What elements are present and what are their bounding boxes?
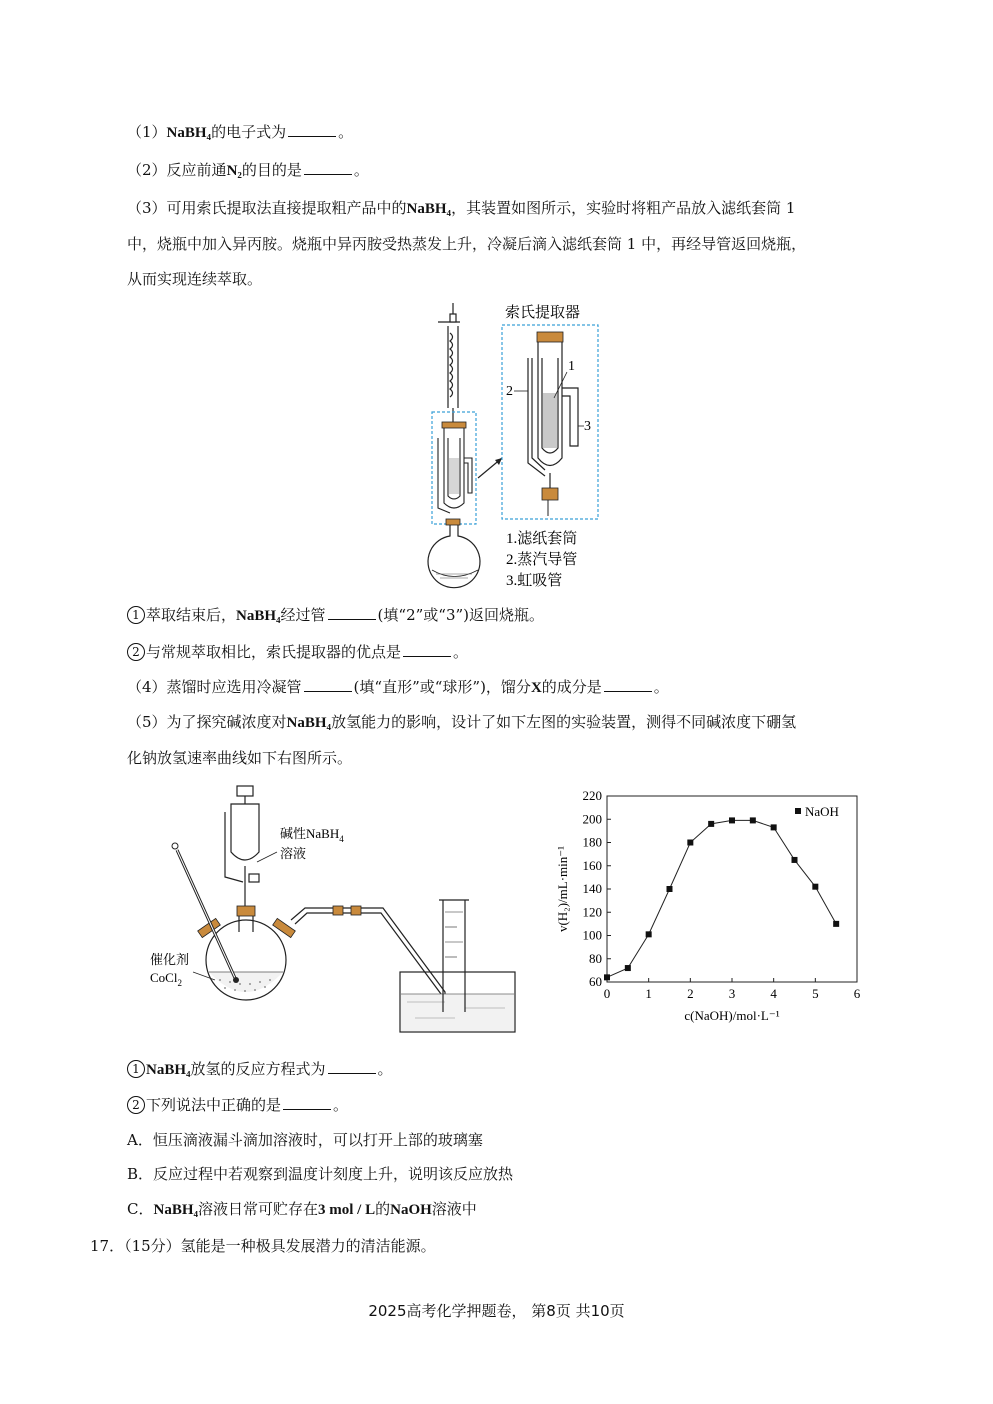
label-3: 3 xyxy=(584,419,591,434)
data-point xyxy=(667,886,673,892)
page-footer: 2025高考化学押题卷， 第8页 共10页 xyxy=(368,1302,625,1320)
y-tick-label: 80 xyxy=(589,950,602,966)
y-axis-label: v(H₂)/mL·min⁻¹ xyxy=(555,845,570,933)
catalyst-label-2: CoCl$_2$ xyxy=(150,970,182,988)
y-tick-label: 180 xyxy=(582,834,602,850)
option-b[interactable]: B．反应过程中若观察到温度计刻度上升，说明该反应放热 xyxy=(127,1165,514,1183)
option-a[interactable]: A．恒压滴液漏斗滴加溶液时，可以打开上部的玻璃塞 xyxy=(127,1131,483,1149)
x-tick-label: 0 xyxy=(603,986,611,1001)
answer-blank[interactable] xyxy=(403,642,451,657)
y-tick-label: 100 xyxy=(582,927,602,943)
catalyst-label-1: 催化剂 xyxy=(150,952,190,967)
data-point xyxy=(812,884,818,890)
y-tick-label: 140 xyxy=(582,881,602,896)
question-2: （2）反应前通N₂的目的是 。 xyxy=(127,161,369,179)
answer-blank[interactable] xyxy=(604,677,652,692)
naoh-rate-chart xyxy=(545,782,870,1042)
y-tick-label: 120 xyxy=(582,904,602,920)
water-trough-icon xyxy=(400,972,515,1032)
round-flask-icon xyxy=(428,525,480,588)
x-tick-label: 6 xyxy=(853,986,861,1001)
data-point xyxy=(750,817,756,823)
question-5-line2: 化钠放氢速率曲线如下右图所示。 xyxy=(127,749,353,767)
condenser-icon xyxy=(438,303,460,423)
question-3-line1: （3）可用索氏提取法直接提取粗产品中的NaBH₄，其装置如图所示，实验时将粗产品放入滤纸套筒 1 xyxy=(127,199,796,217)
question-3-2: 2 与常规萃取相比，索氏提取器的优点是 。 xyxy=(127,641,468,663)
question-1: （1）NaBH₄的电子式为 。 xyxy=(127,123,354,141)
legend-3: 3.虹吸管 xyxy=(506,573,563,589)
question-3-line3: 从而实现连续萃取。 xyxy=(127,270,263,288)
y-tick-label: 60 xyxy=(589,974,602,989)
plot-frame xyxy=(607,796,857,982)
question-5-1: 1 NaBH₄放氢的反应方程式为 。 xyxy=(127,1058,393,1081)
question-5-2: 2 下列说法中正确的是 。 xyxy=(127,1094,348,1116)
answer-blank[interactable] xyxy=(328,605,376,620)
legend-label: NaOH xyxy=(805,804,839,819)
y-tick-label: 220 xyxy=(582,788,602,803)
reagent-label-2: 溶液 xyxy=(280,846,307,861)
apparatus-figure xyxy=(145,782,525,1042)
question-5-line1: （5）为了探究碱浓度对NaBH₄放氢能力的影响，设计了如下左图的实验装置，测得不同碱浓度下硼氢 xyxy=(127,713,797,731)
data-point xyxy=(625,965,631,971)
y-tick-label: 160 xyxy=(582,857,602,873)
label-1: 1 xyxy=(568,359,575,374)
x-tick-label: 2 xyxy=(687,986,694,1001)
data-point xyxy=(729,817,735,823)
reagent-label-1: 碱性NaBH$_4$ xyxy=(280,826,344,844)
answer-blank[interactable] xyxy=(304,160,352,175)
answer-blank[interactable] xyxy=(288,122,336,137)
x-tick-label: 3 xyxy=(728,986,736,1001)
x-tick-label: 4 xyxy=(770,986,777,1001)
data-point xyxy=(771,824,777,830)
three-neck-flask-icon xyxy=(198,906,296,1000)
data-point xyxy=(792,857,798,863)
x-axis-label: c(NaOH)/mol·L⁻¹ xyxy=(684,1008,780,1023)
question-17: 17．（15分）氢能是一种极具发展潜力的清洁能源。 xyxy=(90,1237,436,1255)
question-4: （4）蒸馏时应选用冷凝管 (填“直形”或“球形”)，馏分X的成分是 。 xyxy=(127,678,669,696)
dropping-funnel-icon xyxy=(225,786,259,910)
series-line xyxy=(607,820,836,977)
data-point xyxy=(687,840,693,846)
soxhlet-figure xyxy=(420,298,610,593)
data-point xyxy=(646,931,652,937)
legend-1: 1.滤纸套筒 xyxy=(506,531,578,547)
x-tick-label: 5 xyxy=(812,986,819,1001)
data-point xyxy=(708,821,714,827)
answer-blank[interactable] xyxy=(283,1095,331,1110)
answer-blank[interactable] xyxy=(304,677,352,692)
data-point xyxy=(604,974,610,980)
y-tick-label: 200 xyxy=(582,811,602,827)
answer-blank[interactable] xyxy=(328,1059,376,1074)
soxhlet-title: 索氏提取器 xyxy=(505,305,581,321)
x-tick-label: 1 xyxy=(645,986,652,1001)
data-point xyxy=(833,921,839,927)
question-3-1: 1 萃取结束后，NaBH₄经过管 (填“2”或“3”)返回烧瓶。 xyxy=(127,604,544,627)
label-2: 2 xyxy=(506,384,513,399)
legend-2: 2.蒸汽导管 xyxy=(506,552,578,568)
option-c[interactable]: C．NaBH₄溶液日常可贮存在3 mol / L的NaOH溶液中 xyxy=(127,1200,477,1218)
legend-marker xyxy=(795,808,801,814)
question-3-line2: 中，烧瓶中加入异丙胺。烧瓶中异丙胺受热蒸发上升，冷凝后滴入滤纸套筒 1 中，再经导管返回烧瓶， xyxy=(127,235,807,253)
